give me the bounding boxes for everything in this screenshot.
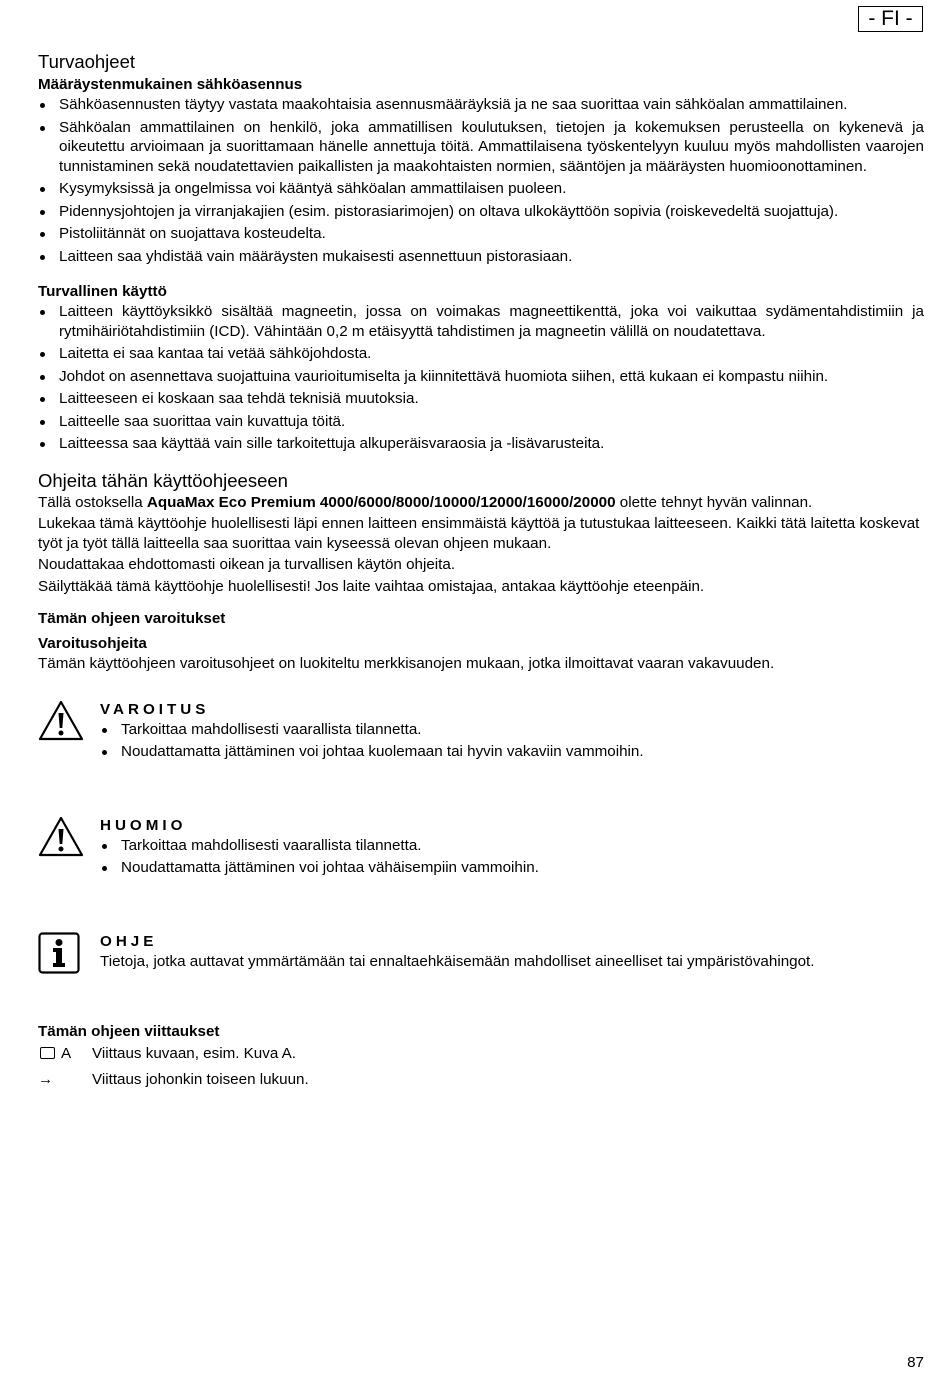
safe-use-list — [38, 302, 924, 454]
manual-intro — [38, 493, 924, 597]
section-reference-row — [38, 1070, 924, 1096]
subheading-electrical: Määräystenmukainen sähköasennus — [38, 76, 303, 93]
intro-pre: Tällä ostoksella — [38, 493, 147, 511]
manual-paragraph: Lukekaa tämä käyttöohje huolellisesti läpi ennen laitteen ensimmäistä käyttöä ja tutustukaa laitteeseen. Kaikki tätä laitetta koskevat työt ja työt tällä laitteella saa suorittaa vain kyseessä olevan ohjeen mukaan. — [38, 515, 920, 552]
warning-triangle-icon — [38, 816, 84, 858]
figure-reference-text: Viittaus kuvaan, esim. Kuva A. — [92, 1044, 297, 1062]
list-item: Pidennysjohtojen ja virranjakajien (esim. pistorasiarimojen) on oltava ulkokäyttöön sopivia (roiskevedeltä suojattuja). — [38, 202, 924, 222]
figure-reference-letter: A — [61, 1044, 72, 1062]
list-item: Laitteelle saa suorittaa vain kuvattuja töitä. — [38, 412, 924, 432]
varoitus-list — [100, 720, 924, 762]
info-icon — [38, 932, 80, 974]
list-item: Tarkoittaa mahdollisesti vaarallista tilannetta. — [100, 836, 924, 856]
page-number: 87 — [907, 1354, 924, 1371]
page-content — [38, 50, 924, 1096]
huomio-block — [38, 816, 924, 906]
varoitus-block — [38, 700, 924, 790]
ohje-title: OHJE — [100, 932, 158, 950]
list-item: Laitteen saa yhdistää vain määräysten mukaisesti asennettuun pistorasiaan. — [38, 247, 924, 267]
subheading-safe-use: Turvallinen käyttö — [38, 283, 167, 300]
manual-paragraph: Säilyttäkää tämä käyttöohje huolellisesti! Jos laite vaihtaa omistajaa, antakaa käyttöohje eteenpäin. — [38, 577, 705, 595]
list-item: Kysymyksissä ja ongelmissa voi kääntyä sähköalan ammattilaisen puoleen. — [38, 179, 924, 199]
section-reference-text: Viittaus johonkin toiseen lukuun. — [92, 1070, 309, 1088]
list-item: Johdot on asennettava suojattuina vaurioitumiselta ja kiinnitettävä huomiota siihen, että kukaan ei kompastu niihin. — [38, 367, 924, 387]
manual-paragraph: Noudattakaa ehdottomasti oikean ja turvallisen käytön ohjeita. — [38, 556, 456, 573]
electrical-list — [38, 95, 924, 266]
list-item: Pistoliitännät on suojattava kosteudelta. — [38, 224, 924, 244]
language-badge: - FI - — [858, 6, 923, 32]
figure-frame-icon — [40, 1047, 55, 1059]
list-item: Laitteessa saa käyttää vain sille tarkoitettuja alkuperäisvaraosia ja -lisävarusteita. — [38, 434, 924, 454]
warning-triangle-icon — [38, 700, 84, 742]
references-list — [38, 1044, 924, 1096]
intro-paragraph — [38, 493, 924, 513]
list-item: Noudattamatta jättäminen voi johtaa kuolemaan tai hyvin vakaviin vammoihin. — [100, 742, 924, 762]
warnings-description: Tämän käyttöohjeen varoitusohjeet on luokiteltu merkkisanojen mukaan, jotka ilmoittavat vaaran vakavuuden. — [38, 655, 775, 672]
list-item: Laitetta ei saa kantaa tai vetää sähköjohdosta. — [38, 344, 924, 364]
section-title-manual: Ohjeita tähän käyttöohjeeseen — [38, 469, 288, 491]
huomio-title: HUOMIO — [100, 816, 187, 834]
product-name: AquaMax Eco Premium 4000/6000/8000/10000/12000/16000/20000 — [146, 493, 616, 511]
ohje-text: Tietoja, jotka auttavat ymmärtämään tai ennaltaehkäisemään mahdolliset aineelliset tai ympäristövahingot. — [100, 952, 815, 970]
list-item: Sähköalan ammattilainen on henkilö, joka ammatillisen koulutuksen, tietojen ja kokemuksen perusteella on kykenevä ja oikeutettu arvioimaan ja suorittamaan hänelle annettuja töitä. Ammattilaisena työskentelyyn kuuluu myös mahdollisten vaarojen tunnistaminen sekä noudatettavien paikallisten ja maakohtaisten normien, sääntöjen ja määräysten huomioonottaminen. — [38, 118, 924, 177]
list-item: Sähköasennusten täytyy vastata maakohtaisia asennusmääräyksiä ja ne saa suorittaa vain sähköalan ammattilainen. — [38, 95, 924, 115]
section-title-safety: Turvaohjeet — [38, 51, 136, 72]
figure-reference-row — [38, 1044, 924, 1070]
list-item: Laitteen käyttöyksikkö sisältää magneetin, jossa on voimakas magneettikenttä, joka voi vaikuttaa sydämentahdistimiin ja rytmihäiriötahdistimiin (ICD). Vähintään 0,2 m etäisyyttä tahdistimen ja magneetin välillä on noudatettava. — [38, 302, 924, 341]
subheading-warnings: Tämän ohjeen varoitukset — [38, 610, 226, 627]
ohje-block — [38, 932, 924, 1004]
list-item: Laitteeseen ei koskaan saa tehdä teknisiä muutoksia. — [38, 389, 924, 409]
list-item: Tarkoittaa mahdollisesti vaarallista tilannetta. — [100, 720, 924, 740]
list-item: Noudattamatta jättäminen voi johtaa vähäisempiin vammoihin. — [100, 858, 924, 878]
subheading-warning-notes: Varoitusohjeita — [38, 635, 147, 652]
intro-post: olette tehnyt hyvän valinnan. — [615, 493, 813, 511]
figure-reference-symbol — [38, 1044, 88, 1064]
arrow-right-icon: → — [38, 1070, 54, 1088]
varoitus-title: VAROITUS — [100, 700, 210, 718]
huomio-list — [100, 836, 924, 878]
subheading-references: Tämän ohjeen viittaukset — [38, 1022, 220, 1040]
